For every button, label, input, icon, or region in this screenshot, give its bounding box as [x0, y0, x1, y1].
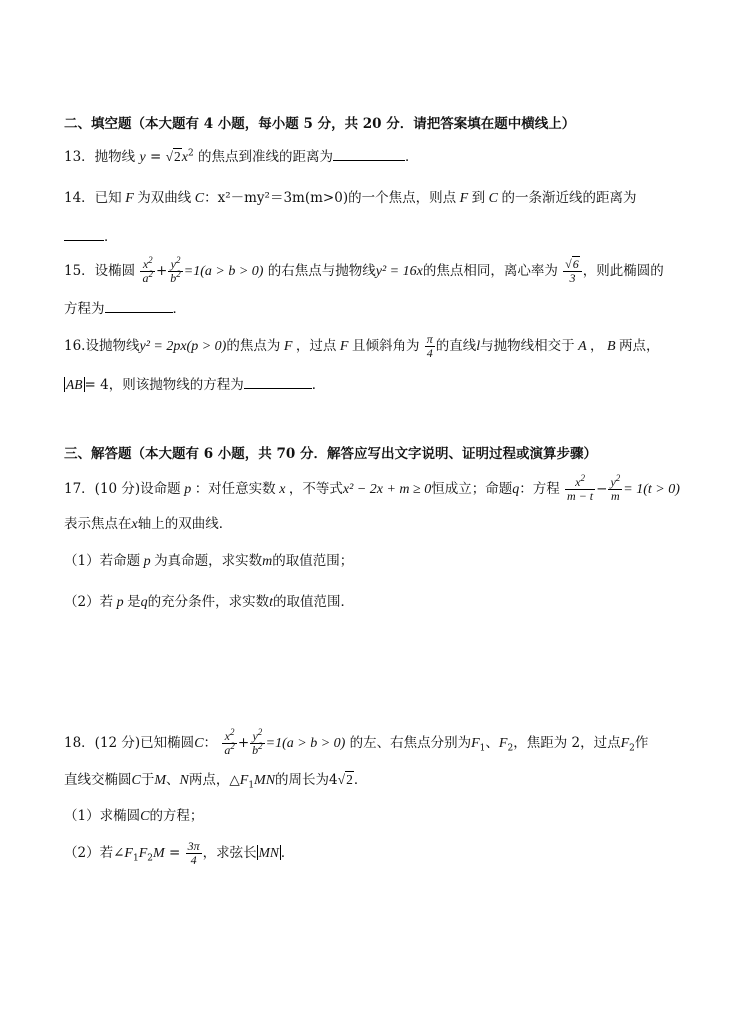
- answer-blank-13[interactable]: [333, 146, 405, 161]
- section-3-title: 三、解答题（本大题有 6 小题，共 70 分．解答应写出文字说明、证明过程或演算步骤）: [64, 446, 597, 462]
- question-14-line-2: ．: [64, 226, 118, 247]
- question-18-line-2: 直线交椭圆C于M、N两点，$\triangle F_1MN$的周长为4√2．: [64, 772, 368, 791]
- question-17-part-2: （2）若 p 是q的充分条件，求实数t的取值范围．: [64, 594, 354, 610]
- question-18-line-1: 18．(12 分)已知椭圆C： $\frac{x^2}{a^2}$ + $\frac{y^2}{b^2}$ =1(a > b > 0) 的左、右焦点分别为$F_1$、$F_2$，焦距为 2，过点$F_2$作: [64, 727, 649, 757]
- answer-blank-14[interactable]: [64, 226, 104, 241]
- answer-blank-15[interactable]: [105, 298, 173, 313]
- question-13: 13．抛物线 $y = √2x^2$ 的焦点到准线的距离为 ．: [64, 146, 419, 168]
- question-17-line-1: 17．(10 分)设命题 p ：对任意实数 x ，不等式x² − 2x + m ≥ 0恒成立；命题q：方程 $\frac{x^2}{m - t}$ − $\frac{y^2}{m}$ = 1(t > 0): [64, 473, 680, 503]
- question-15-line-1: 15．设椭圆 $\frac{x^2}{a^2}$ + $\frac{y^2}{b^2}$ =1(a > b > 0) 的右焦点与抛物线y² = 16x的焦点相同，离心率为 $\frac{√6}{3}$ ，则此椭圆的: [64, 255, 664, 285]
- answer-blank-16[interactable]: [244, 374, 312, 389]
- question-14-line-1: 14．已知 F 为双曲线 C：x²－my²＝3m(m>0)的一个焦点，则点 F 到 C 的一条渐近线的距离为: [64, 190, 637, 206]
- question-17-line-2: 表示焦点在x轴上的双曲线．: [64, 516, 233, 532]
- question-16-line-2: AB = 4，则该抛物线的方程为 ．: [64, 374, 325, 395]
- question-18-part-1: （1）求椭圆C的方程；: [64, 808, 204, 824]
- question-17-part-1: （1）若命题 p 为真命题，求实数m的取值范围；: [64, 553, 354, 569]
- section-2-title: 二、填空题（本大题有 4 小题，每小题 5 分，共 20 分．请把答案填在题中横线上）: [64, 116, 576, 132]
- question-16-line-1: 16.设抛物线y² = 2px(p > 0)的焦点为 F ，过点 F 且倾斜角为 $\frac{\pi}{4}$ 的直线l与抛物线相交于 A ， B 两点，: [64, 332, 660, 360]
- question-18-part-2: （2）若$\angle F_1F_2M$ = $\frac{3\pi}{4}$ ，求弦长 MN ．: [64, 839, 295, 867]
- question-15-line-2: 方程为 ．: [64, 298, 186, 319]
